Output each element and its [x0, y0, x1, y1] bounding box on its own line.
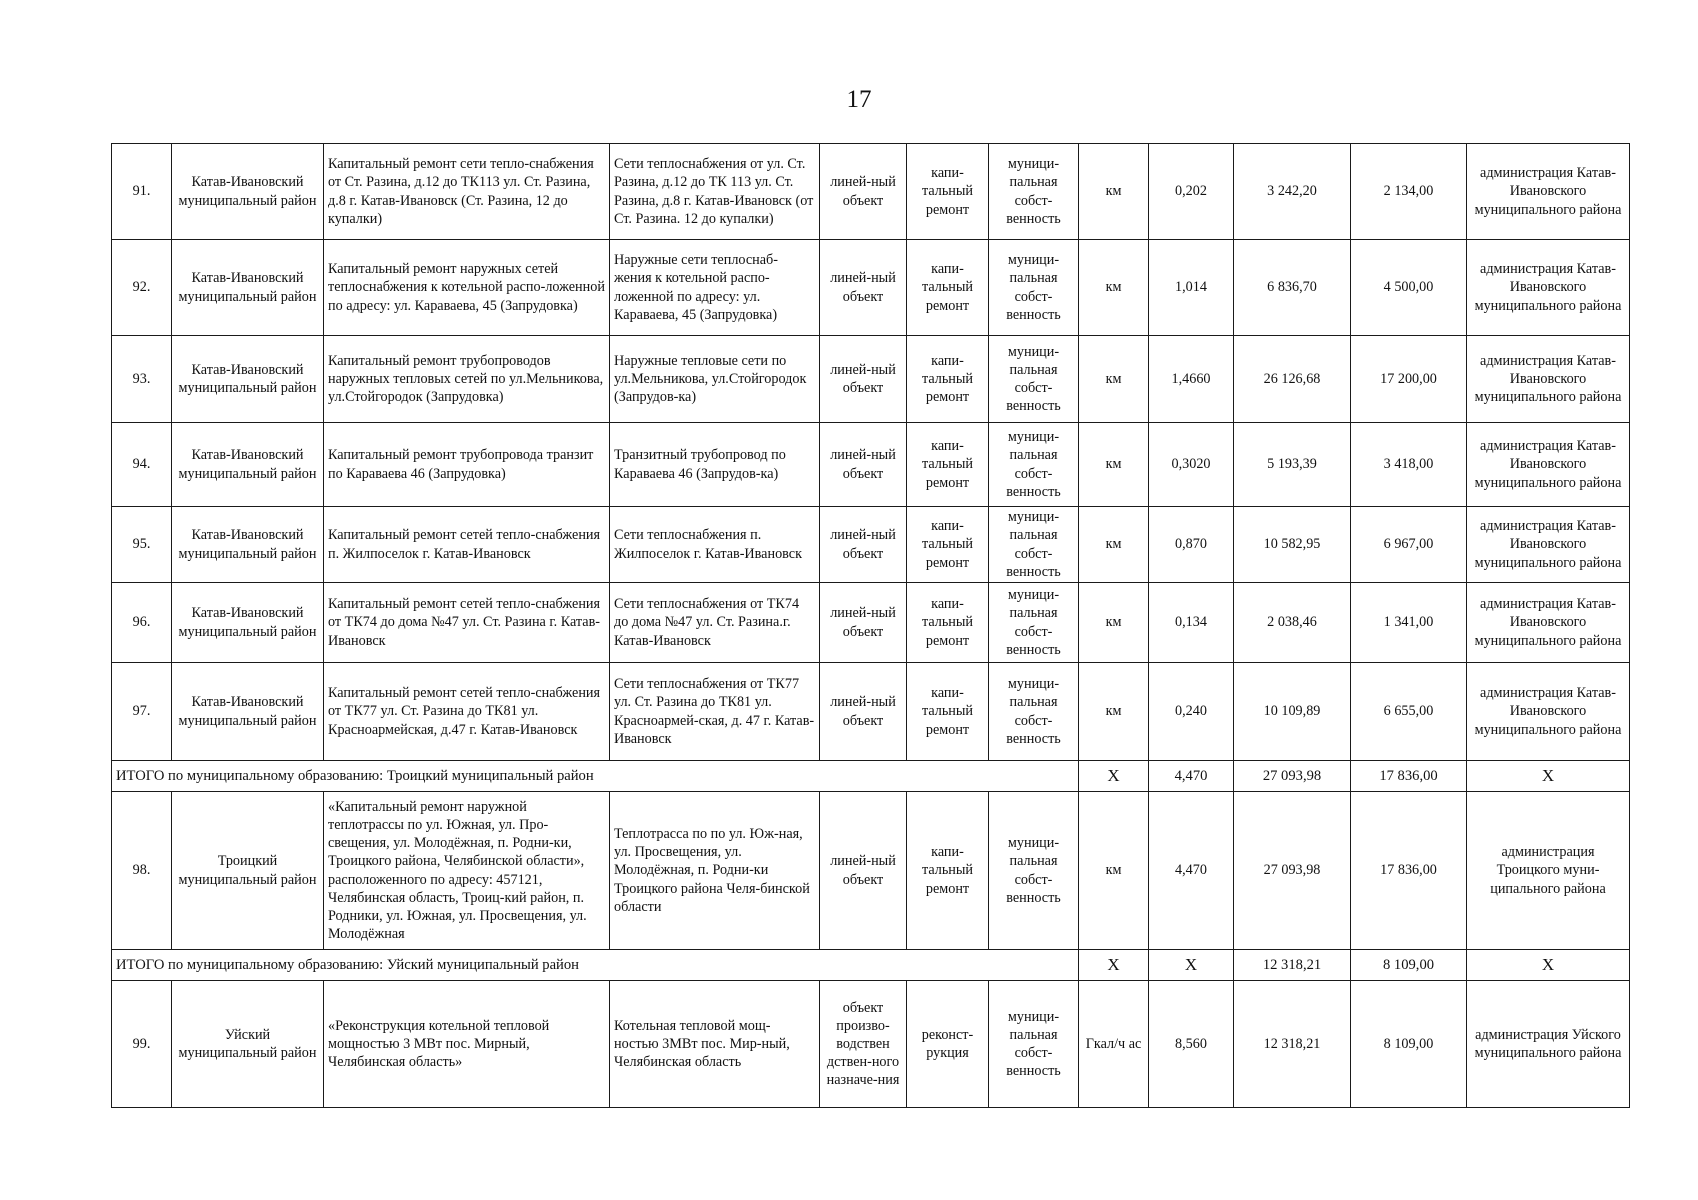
cost-budget-cell: 4 500,00	[1351, 240, 1467, 336]
ownership-cell: муници-пальная собст-венность	[989, 583, 1079, 663]
cost-total-cell: 12 318,21	[1234, 981, 1351, 1108]
work-description-cell: «Реконструкция котельной тепловой мощностью 3 МВт пос. Мирный, Челябинская область»	[324, 981, 610, 1108]
ownership-cell: муници-пальная собст-венность	[989, 144, 1079, 240]
ownership-cell: муници-пальная собст-венность	[989, 507, 1079, 583]
ownership-cell: муници-пальная собст-венность	[989, 423, 1079, 507]
unit-cell: км	[1079, 336, 1149, 423]
district-cell: Катав-Ивановский муниципальный район	[172, 507, 324, 583]
customer-cell: администрация Катав-Ивановского муниципального района	[1467, 663, 1630, 761]
table-row	[112, 792, 1630, 950]
quantity-cell: 0,202	[1149, 144, 1234, 240]
unit-cell: км	[1079, 583, 1149, 663]
object-type-cell: линей-ный объект	[820, 792, 907, 950]
object-type-cell: линей-ный объект	[820, 507, 907, 583]
object-type-cell: линей-ный объект	[820, 583, 907, 663]
work-type-cell: реконст-рукция	[907, 981, 989, 1108]
work-type-cell: капи-тальный ремонт	[907, 336, 989, 423]
cost-budget-cell: 8 109,00	[1351, 981, 1467, 1108]
district-cell: Катав-Ивановский муниципальный район	[172, 423, 324, 507]
cost-total-cell: 27 093,98	[1234, 792, 1351, 950]
customer-cell: администрация Катав-Ивановского муниципального района	[1467, 583, 1630, 663]
row-number: 91.	[112, 144, 172, 240]
total-unit-cell: X	[1079, 761, 1149, 792]
ownership-cell: муници-пальная собст-венность	[989, 981, 1079, 1108]
object-cell: Сети теплоснабжения от ул. Ст. Разина, д.12 до ТК 113 ул. Ст. Разина, д.8 г. Катав-Ивановск (от Ст. Разина. 12 до купалки)	[610, 144, 820, 240]
customer-cell: администрация Катав-Ивановского муниципального района	[1467, 240, 1630, 336]
total-quantity-cell: X	[1149, 950, 1234, 981]
total-cost-budget-cell: 8 109,00	[1351, 950, 1467, 981]
work-description-cell: Капитальный ремонт сетей тепло-снабжения от ТК74 до дома №47 ул. Ст. Разина г. Катав-Ивановск	[324, 583, 610, 663]
object-cell: Сети теплоснабжения от ТК77 ул. Ст. Разина до ТК81 ул. Красноармей-ская, д. 47 г. Катав-Ивановск	[610, 663, 820, 761]
row-number: 93.	[112, 336, 172, 423]
district-cell: Катав-Ивановский муниципальный район	[172, 144, 324, 240]
work-description-cell: «Капитальный ремонт наружной теплотрассы по ул. Южная, ул. Про-свещения, ул. Молодёжная, п. Родни-ки, Троицкого района, Челябинской области», расположенного по адресу: 457121, Челябинская область, Троиц-кий район, п. Родники, ул. Южная, ул. Просвещения, ул. Молодёжная	[324, 792, 610, 950]
quantity-cell: 1,014	[1149, 240, 1234, 336]
quantity-cell: 4,470	[1149, 792, 1234, 950]
district-cell: Уйский муниципальный район	[172, 981, 324, 1108]
object-cell: Наружные сети теплоснаб-жения к котельной распо-ложенной по адресу: ул. Караваева, 45 (Запрудовка)	[610, 240, 820, 336]
total-cost-total-cell: 27 093,98	[1234, 761, 1351, 792]
investment-table	[111, 143, 1630, 1108]
object-cell: Теплотрасса по по ул. Юж-ная, ул. Просвещения, ул. Молодёжная, п. Родни-ки Троицкого района Челя-бинской области	[610, 792, 820, 950]
row-number: 92.	[112, 240, 172, 336]
table-row	[112, 663, 1630, 761]
row-number: 99.	[112, 981, 172, 1108]
cost-total-cell: 5 193,39	[1234, 423, 1351, 507]
quantity-cell: 0,240	[1149, 663, 1234, 761]
ownership-cell: муници-пальная собст-венность	[989, 663, 1079, 761]
cost-total-cell: 3 242,20	[1234, 144, 1351, 240]
cost-budget-cell: 6 967,00	[1351, 507, 1467, 583]
work-description-cell: Капитальный ремонт сетей тепло-снабжения п. Жилпоселок г. Катав-Ивановск	[324, 507, 610, 583]
object-cell: Сети теплоснабжения от ТК74 до дома №47 ул. Ст. Разина.г. Катав-Ивановск	[610, 583, 820, 663]
total-label: ИТОГО по муниципальному образованию: Троицкий муниципальный район	[112, 761, 1079, 792]
object-cell: Котельная тепловой мощ-ностью 3МВт пос. Мир-ный, Челябинская область	[610, 981, 820, 1108]
object-type-cell: линей-ный объект	[820, 240, 907, 336]
total-customer-cell: X	[1467, 761, 1630, 792]
customer-cell: администрация Катав-Ивановского муниципального района	[1467, 507, 1630, 583]
work-type-cell: капи-тальный ремонт	[907, 583, 989, 663]
object-cell: Транзитный трубопровод по Караваева 46 (Запрудов-ка)	[610, 423, 820, 507]
unit-cell: км	[1079, 144, 1149, 240]
cost-total-cell: 10 109,89	[1234, 663, 1351, 761]
district-cell: Катав-Ивановский муниципальный район	[172, 663, 324, 761]
object-type-cell: линей-ный объект	[820, 663, 907, 761]
customer-cell: администрация Уйского муниципального района	[1467, 981, 1630, 1108]
customer-cell: администрация Катав-Ивановского муниципального района	[1467, 144, 1630, 240]
total-quantity-cell: 4,470	[1149, 761, 1234, 792]
total-unit-cell: X	[1079, 950, 1149, 981]
customer-cell: администрация Катав-Ивановского муниципального района	[1467, 336, 1630, 423]
ownership-cell: муници-пальная собст-венность	[989, 792, 1079, 950]
object-type-cell: объект произво-водствен дствен-ного назначе-ния	[820, 981, 907, 1108]
cost-budget-cell: 17 200,00	[1351, 336, 1467, 423]
customer-cell: администрация Троицкого муни-ципального района	[1467, 792, 1630, 950]
row-number: 94.	[112, 423, 172, 507]
work-type-cell: капи-тальный ремонт	[907, 792, 989, 950]
object-type-cell: линей-ный объект	[820, 423, 907, 507]
quantity-cell: 1,4660	[1149, 336, 1234, 423]
cost-budget-cell: 2 134,00	[1351, 144, 1467, 240]
row-number: 98.	[112, 792, 172, 950]
work-type-cell: капи-тальный ремонт	[907, 240, 989, 336]
row-number: 95.	[112, 507, 172, 583]
unit-cell: км	[1079, 423, 1149, 507]
object-cell: Сети теплоснабжения п. Жилпоселок г. Катав-Ивановск	[610, 507, 820, 583]
cost-total-cell: 6 836,70	[1234, 240, 1351, 336]
object-type-cell: линей-ный объект	[820, 336, 907, 423]
work-description-cell: Капитальный ремонт сети тепло-снабжения от Ст. Разина, д.12 до ТК113 ул. Ст. Разина, д.8 г. Катав-Ивановск (Ст. Разина, 12 до купалки)	[324, 144, 610, 240]
cost-total-cell: 26 126,68	[1234, 336, 1351, 423]
object-type-cell: линей-ный объект	[820, 144, 907, 240]
cost-total-cell: 10 582,95	[1234, 507, 1351, 583]
quantity-cell: 0,3020	[1149, 423, 1234, 507]
district-cell: Троицкий муниципальный район	[172, 792, 324, 950]
cost-total-cell: 2 038,46	[1234, 583, 1351, 663]
table-row	[112, 583, 1630, 663]
work-description-cell: Капитальный ремонт трубопровода транзит по Караваева 46 (Запрудовка)	[324, 423, 610, 507]
district-cell: Катав-Ивановский муниципальный район	[172, 583, 324, 663]
ownership-cell: муници-пальная собст-венность	[989, 336, 1079, 423]
total-cost-budget-cell: 17 836,00	[1351, 761, 1467, 792]
total-row	[112, 761, 1630, 792]
unit-cell: км	[1079, 507, 1149, 583]
table-row	[112, 240, 1630, 336]
row-number: 96.	[112, 583, 172, 663]
cost-budget-cell: 3 418,00	[1351, 423, 1467, 507]
unit-cell: км	[1079, 240, 1149, 336]
work-description-cell: Капитальный ремонт наружных сетей теплоснабжения к котельной распо-ложенной по адресу: ул. Караваева, 45 (Запрудовка)	[324, 240, 610, 336]
cost-budget-cell: 6 655,00	[1351, 663, 1467, 761]
quantity-cell: 8,560	[1149, 981, 1234, 1108]
cost-budget-cell: 17 836,00	[1351, 792, 1467, 950]
ownership-cell: муници-пальная собст-венность	[989, 240, 1079, 336]
unit-cell: км	[1079, 792, 1149, 950]
total-customer-cell: X	[1467, 950, 1630, 981]
object-cell: Наружные тепловые сети по ул.Мельникова, ул.Стойгородок (Запрудов-ка)	[610, 336, 820, 423]
table-row	[112, 981, 1630, 1108]
total-label: ИТОГО по муниципальному образованию: Уйский муниципальный район	[112, 950, 1079, 981]
table-row	[112, 144, 1630, 240]
unit-cell: Гкал/ч ас	[1079, 981, 1149, 1108]
quantity-cell: 0,870	[1149, 507, 1234, 583]
table-row	[112, 336, 1630, 423]
work-type-cell: капи-тальный ремонт	[907, 663, 989, 761]
table-row	[112, 507, 1630, 583]
page-number: 17	[846, 86, 872, 113]
work-type-cell: капи-тальный ремонт	[907, 144, 989, 240]
district-cell: Катав-Ивановский муниципальный район	[172, 240, 324, 336]
work-description-cell: Капитальный ремонт трубопроводов наружных тепловых сетей по ул.Мельникова, ул.Стойгородок (Запрудовка)	[324, 336, 610, 423]
cost-budget-cell: 1 341,00	[1351, 583, 1467, 663]
unit-cell: км	[1079, 663, 1149, 761]
work-type-cell: капи-тальный ремонт	[907, 507, 989, 583]
total-row	[112, 950, 1630, 981]
quantity-cell: 0,134	[1149, 583, 1234, 663]
customer-cell: администрация Катав-Ивановского муниципального района	[1467, 423, 1630, 507]
row-number: 97.	[112, 663, 172, 761]
work-type-cell: капи-тальный ремонт	[907, 423, 989, 507]
table-row	[112, 423, 1630, 507]
total-cost-total-cell: 12 318,21	[1234, 950, 1351, 981]
district-cell: Катав-Ивановский муниципальный район	[172, 336, 324, 423]
work-description-cell: Капитальный ремонт сетей тепло-снабжения от ТК77 ул. Ст. Разина до ТК81 ул. Красноармейская, д.47 г. Катав-Ивановск	[324, 663, 610, 761]
